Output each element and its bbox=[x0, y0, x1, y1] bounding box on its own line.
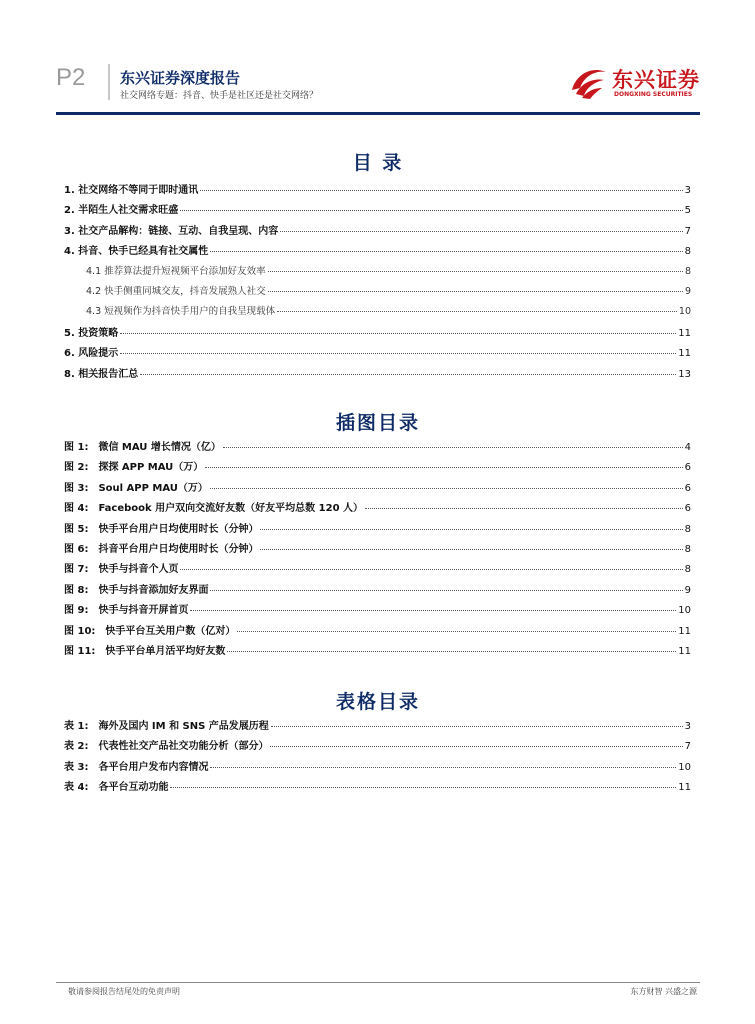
toc-entry[interactable]: 5. 投资策略 11 bbox=[64, 327, 691, 339]
toc-entry[interactable]: 1. 社交网络不等同于即时通讯 3 bbox=[64, 185, 691, 196]
logo-text-cn: 东兴证券 bbox=[612, 68, 700, 92]
figure-entry[interactable]: 图 8: 快手与抖音添加好友界面 9 bbox=[64, 584, 691, 596]
toc-subentry[interactable]: 4.1 推荐算法提升短视频平台添加好友效率 8 bbox=[86, 265, 691, 277]
logo-mark-icon bbox=[570, 64, 610, 100]
figures-title: 插图目录 bbox=[335, 412, 420, 434]
header-divider bbox=[108, 64, 110, 100]
footer-slogan: 东方财智 兴盛之源 bbox=[630, 987, 697, 996]
toc-subentry[interactable]: 4.3 短视频作为抖音快手用户的自我呈现载体 10 bbox=[86, 306, 691, 318]
toc-entry[interactable]: 6. 风险提示 11 bbox=[64, 348, 691, 360]
toc-entry[interactable]: 2. 半陌生人社交需求旺盛 5 bbox=[64, 205, 691, 217]
report-subtitle: 社交网络专题：抖音、快手是社区还是社交网络？ bbox=[120, 91, 319, 101]
figure-entry[interactable]: 图 5: 快手平台用户日均使用时长（分钟） 8 bbox=[64, 523, 691, 535]
figure-entry[interactable]: 图 2: 探探 APP MAU（万） 6 bbox=[64, 462, 691, 474]
page-number: P2 bbox=[56, 64, 86, 91]
figure-entry[interactable]: 图 11: 快手平台单月活平均好友数 11 bbox=[64, 645, 691, 657]
logo-text-en: DONGXING SECURITIES bbox=[614, 91, 693, 98]
figure-entry[interactable]: 图 10: 快手平台互关用户数（亿对） 11 bbox=[64, 625, 691, 637]
toc-title: 目 录 bbox=[352, 152, 404, 174]
header-rule bbox=[56, 112, 700, 115]
figure-entry[interactable]: 图 6: 抖音平台用户日均使用时长（分钟） 8 bbox=[64, 543, 691, 555]
figure-entry[interactable]: 图 9: 快手与抖音开屏首页 10 bbox=[64, 605, 691, 617]
figure-entry[interactable]: 图 3: Soul APP MAU（万） 6 bbox=[64, 482, 691, 494]
footer-rule bbox=[56, 982, 700, 983]
tables-list bbox=[64, 717, 691, 799]
figure-entry[interactable]: 图 4: Facebook 用户双向交流好友数（好友平均总数 120 人） 6 bbox=[64, 503, 691, 515]
toc-entry[interactable]: 8. 相关报告汇总 13 bbox=[64, 368, 691, 380]
table-entry[interactable]: 表 2: 代表性社交产品社交功能分析（部分） 7 bbox=[64, 741, 691, 753]
table-entry[interactable]: 表 3: 各平台用户发布内容情况 10 bbox=[64, 761, 691, 773]
footer-disclaimer: 敬请参阅报告结尾处的免责声明 bbox=[68, 987, 180, 996]
figure-entry[interactable]: 图 1: 微信 MAU 增长情况（亿） 4 bbox=[64, 442, 691, 453]
toc-subentry[interactable]: 4.2 快手侧重同城交友，抖音发展熟人社交 9 bbox=[86, 285, 691, 297]
company-logo bbox=[570, 62, 700, 102]
toc-entry[interactable]: 3. 社交产品解构：链接、互动、自我呈现、内容 7 bbox=[64, 225, 691, 237]
table-entry[interactable]: 表 1: 海外及国内 IM 和 SNS 产品发展历程 3 bbox=[64, 721, 691, 732]
figures-list bbox=[64, 438, 691, 662]
report-header bbox=[56, 62, 700, 114]
figure-entry[interactable]: 图 7: 快手与抖音个人页 8 bbox=[64, 564, 691, 576]
table-entry[interactable]: 表 4: 各平台互动功能 11 bbox=[64, 782, 691, 794]
tables-title: 表格目录 bbox=[335, 691, 420, 713]
toc-entry[interactable]: 4. 抖音、快手已经具有社交属性 8 bbox=[64, 246, 691, 258]
report-title: 东兴证券深度报告 bbox=[120, 69, 241, 87]
toc-list bbox=[64, 181, 691, 385]
